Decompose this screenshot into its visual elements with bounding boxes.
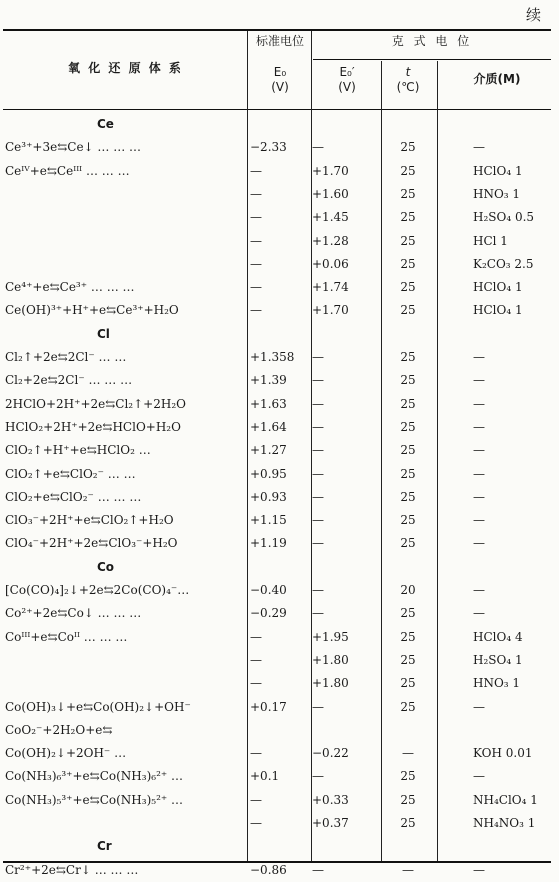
table-row (3, 299, 551, 322)
cell-e0: — (250, 186, 262, 201)
cell-medium: HClO₄ 1 (473, 163, 523, 178)
header-e0p: E₀′ (339, 65, 355, 79)
cell-temperature: 25 (400, 233, 416, 248)
cell-e0p: +1.28 (312, 233, 349, 248)
cell-e0: — (250, 210, 262, 225)
cell-temperature: 25 (400, 676, 416, 691)
table-row (3, 136, 551, 159)
cell-medium: HClO₄ 1 (473, 280, 523, 295)
header-e0-unit: (V) (271, 80, 289, 94)
cell-temperature: 25 (400, 373, 416, 388)
cell-system: Co²⁺+2e⇆Co↓ … … … (5, 606, 142, 621)
cell-system: ClO₄⁻+2H⁺+2e⇆ClO₃⁻+H₂O (5, 536, 178, 551)
table-row (3, 439, 551, 462)
cell-temperature: 25 (400, 606, 416, 621)
cell-temperature: 25 (400, 629, 416, 644)
table-row (3, 812, 551, 835)
cell-e0: — (250, 280, 262, 295)
section-row (3, 323, 551, 346)
cell-e0p: +1.60 (312, 186, 349, 201)
cell-e0: — (250, 816, 262, 830)
cell-system: ClO₂+e⇆ClO₂⁻ … … … (5, 489, 142, 504)
cell-temperature: 25 (400, 536, 416, 551)
cell-system: Cl₂+2e⇆2Cl⁻ … … … (5, 373, 133, 388)
table-row (3, 486, 551, 509)
table-row (3, 765, 551, 788)
bottom-rule (3, 861, 551, 863)
cell-medium: — (473, 769, 485, 784)
cell-e0: −2.33 (250, 140, 287, 155)
cell-system: Coᴵᴵᴵ+e⇆Coᴵᴵ … … … (5, 629, 128, 644)
cell-system: ClO₂↑+H⁺+e⇆HClO₂ … (5, 443, 151, 458)
cell-e0: −0.29 (250, 606, 287, 621)
section-title: Cr (97, 839, 112, 854)
cell-temperature: 25 (400, 489, 416, 504)
table-row (3, 463, 551, 486)
cell-system: Ce⁴⁺+e⇆Ce³⁺ … … … (5, 280, 135, 295)
cell-temperature: — (402, 862, 414, 877)
table-row (3, 789, 551, 812)
table-row (3, 719, 551, 742)
cell-medium: H₂SO₄ 0.5 (473, 210, 535, 225)
cell-e0: −0.40 (250, 583, 287, 597)
cell-system: Cl₂↑+2e⇆2Cl⁻ … … (5, 350, 127, 364)
section-title: Ce (97, 117, 114, 131)
table-row (3, 626, 551, 649)
header-std-potential: 标准电位 (255, 34, 304, 48)
cell-system: CoO₂⁻+2H₂O+e⇆ (5, 722, 113, 737)
cell-e0: +1.27 (250, 443, 287, 458)
cell-system: Co(OH)₂↓+2OH⁻ … (5, 746, 127, 761)
cell-temperature: 25 (400, 280, 416, 295)
table-row (3, 393, 551, 416)
table-row (3, 206, 551, 229)
cell-temperature: 25 (400, 303, 416, 318)
cell-medium: HCl 1 (473, 233, 508, 248)
cell-medium: NH₄ClO₄ 1 (473, 792, 538, 807)
cell-e0p: — (312, 396, 324, 411)
cell-medium: K₂CO₃ 2.5 (473, 256, 534, 271)
cell-temperature: 25 (400, 699, 416, 714)
cell-e0p: +1.45 (312, 210, 349, 225)
cell-medium: HClO₄ 4 (473, 629, 523, 644)
cell-e0p: — (312, 606, 324, 621)
header-t-unit: (℃) (396, 80, 420, 94)
cell-e0: +0.95 (250, 466, 287, 481)
cell-e0p: — (312, 373, 324, 388)
cell-system: Co(OH)₃↓+e⇆Co(OH)₂↓+OH⁻ (5, 699, 191, 714)
table-row (3, 696, 551, 719)
cell-medium: HNO₃ 1 (473, 676, 521, 691)
cell-e0: — (250, 303, 262, 318)
cell-medium: — (473, 350, 485, 364)
cell-temperature: 25 (400, 256, 416, 271)
cell-system: Co(NH₃)₅³⁺+e⇆Co(NH₃)₅²⁺ … (5, 792, 184, 807)
cell-temperature: 25 (400, 163, 416, 178)
header-e0: E₀ (273, 65, 287, 79)
cell-medium: — (473, 140, 485, 155)
cell-temperature: 25 (400, 210, 416, 225)
cell-system: Ce³⁺+3e⇆Ce↓ … … … (5, 140, 142, 155)
cell-medium: H₂SO₄ 1 (473, 652, 523, 667)
cell-e0p: — (312, 489, 324, 504)
cell-system: Co(NH₃)₆³⁺+e⇆Co(NH₃)₆²⁺ … (5, 769, 184, 784)
cell-e0p: +1.80 (312, 652, 349, 667)
cell-e0: — (250, 746, 262, 761)
cell-temperature: 25 (400, 350, 416, 364)
cell-temperature: 25 (400, 513, 416, 528)
cell-medium: — (473, 699, 485, 714)
cell-system: HClO₂+2H⁺+2e⇆HClO+H₂O (5, 419, 181, 434)
cell-e0p: +1.70 (312, 303, 349, 318)
cell-temperature: 25 (400, 419, 416, 434)
table-row (3, 532, 551, 555)
cell-e0: — (250, 676, 262, 691)
header-e0p-unit: (V) (338, 80, 356, 94)
cell-system: [Co(CO)₄]₂↓+2e⇆2Co(CO)₄⁻… (5, 583, 190, 597)
cell-e0p: +1.70 (312, 163, 349, 178)
cell-temperature: 25 (400, 140, 416, 155)
cell-e0p: +0.37 (312, 816, 349, 830)
cell-e0: — (250, 233, 262, 248)
header-bottom-rule (3, 109, 551, 110)
cell-temperature: 25 (400, 769, 416, 784)
cell-e0: +1.64 (250, 419, 287, 434)
cell-medium: — (473, 373, 485, 388)
cell-medium: — (473, 419, 485, 434)
cell-medium: — (473, 489, 485, 504)
cell-e0p: — (312, 862, 324, 877)
cell-medium: KOH 0.01 (473, 746, 533, 761)
cell-e0: +0.17 (250, 699, 287, 714)
cell-e0: −0.86 (250, 862, 287, 877)
cell-system: ClO₂↑+e⇆ClO₂⁻ … … (5, 466, 136, 481)
table-row (3, 416, 551, 439)
cell-e0p: +1.74 (312, 280, 349, 295)
cell-e0p: — (312, 443, 324, 458)
header-medium: 介质(M) (473, 72, 521, 86)
table-row (3, 742, 551, 765)
cell-e0: +0.93 (250, 489, 287, 504)
cell-e0p: — (312, 536, 324, 551)
cell-e0p: — (312, 699, 324, 714)
table-row (3, 253, 551, 276)
table-row (3, 346, 551, 369)
cell-e0p: — (312, 769, 324, 784)
header-sub-rule (313, 59, 551, 60)
cell-temperature: 20 (400, 583, 416, 597)
cell-e0p: +0.06 (312, 256, 349, 271)
section-title: Co (97, 559, 115, 574)
cell-medium: — (473, 536, 485, 551)
cell-e0p: +1.95 (312, 629, 349, 644)
table-row (3, 276, 551, 299)
cell-medium: — (473, 862, 485, 877)
continued-mark: 续 (525, 6, 541, 24)
section-row (3, 113, 551, 136)
cell-medium: — (473, 466, 485, 481)
header-system: 氧 化 还 原 体 系 (68, 61, 183, 75)
cell-temperature: 25 (400, 652, 416, 667)
cell-temperature: 25 (400, 396, 416, 411)
cell-e0p: — (312, 140, 324, 155)
cell-temperature: 25 (400, 186, 416, 201)
cell-e0: — (250, 163, 262, 178)
cell-e0: +0.1 (250, 769, 280, 784)
cell-e0p: −0.22 (312, 746, 349, 761)
cell-medium: — (473, 396, 485, 411)
cell-temperature: 25 (400, 466, 416, 481)
table-row (3, 602, 551, 625)
cell-medium: — (473, 513, 485, 528)
cell-e0p: — (312, 350, 324, 364)
cell-system: ClO₃⁻+2H⁺+e⇆ClO₂↑+H₂O (5, 513, 174, 528)
cell-medium: HClO₄ 1 (473, 303, 523, 318)
cell-medium: — (473, 583, 485, 597)
cell-medium: — (473, 443, 485, 458)
cell-e0: — (250, 652, 262, 667)
cell-e0p: — (312, 513, 324, 528)
table-row (3, 672, 551, 695)
cell-system: Cr²⁺+2e⇆Cr↓ … … … (5, 862, 139, 877)
cell-e0: +1.63 (250, 396, 287, 411)
table-row (3, 230, 551, 253)
cell-system: Ceᴵⱽ+e⇆Ceᴵᴵᴵ … … … (5, 163, 130, 178)
table-header (3, 29, 551, 109)
table-row (3, 579, 551, 602)
cell-temperature: 25 (400, 792, 416, 807)
section-row (3, 835, 551, 858)
cell-medium: NH₄NO₃ 1 (473, 816, 536, 830)
cell-temperature: — (402, 746, 414, 761)
cell-medium: HNO₃ 1 (473, 186, 521, 201)
cell-e0: — (250, 792, 262, 807)
cell-e0p: +1.80 (312, 676, 349, 691)
section-row (3, 556, 551, 579)
header-t: t (405, 65, 411, 79)
table-row (3, 369, 551, 392)
table-row (3, 183, 551, 206)
cell-e0p: — (312, 419, 324, 434)
cell-e0p: — (312, 466, 324, 481)
cell-temperature: 25 (400, 443, 416, 458)
cell-e0: — (250, 256, 262, 271)
table-row (3, 649, 551, 672)
cell-e0: +1.19 (250, 536, 287, 551)
cell-medium: — (473, 606, 485, 621)
cell-system: Ce(OH)³⁺+H⁺+e⇆Ce³⁺+H₂O (5, 303, 179, 318)
cell-system: 2HClO+2H⁺+2e⇆Cl₂↑+2H₂O (5, 396, 186, 411)
header-formal-potential: 克 式 电 位 (391, 34, 473, 48)
cell-e0: +1.358 (250, 350, 295, 364)
table-row (3, 160, 551, 183)
table-row (3, 509, 551, 532)
cell-e0: — (250, 629, 262, 644)
cell-e0p: — (312, 583, 324, 597)
cell-e0: +1.15 (250, 513, 287, 528)
cell-e0p: +0.33 (312, 792, 349, 807)
cell-temperature: 25 (400, 816, 416, 830)
section-title: Cl (97, 326, 110, 341)
cell-e0: +1.39 (250, 373, 287, 388)
